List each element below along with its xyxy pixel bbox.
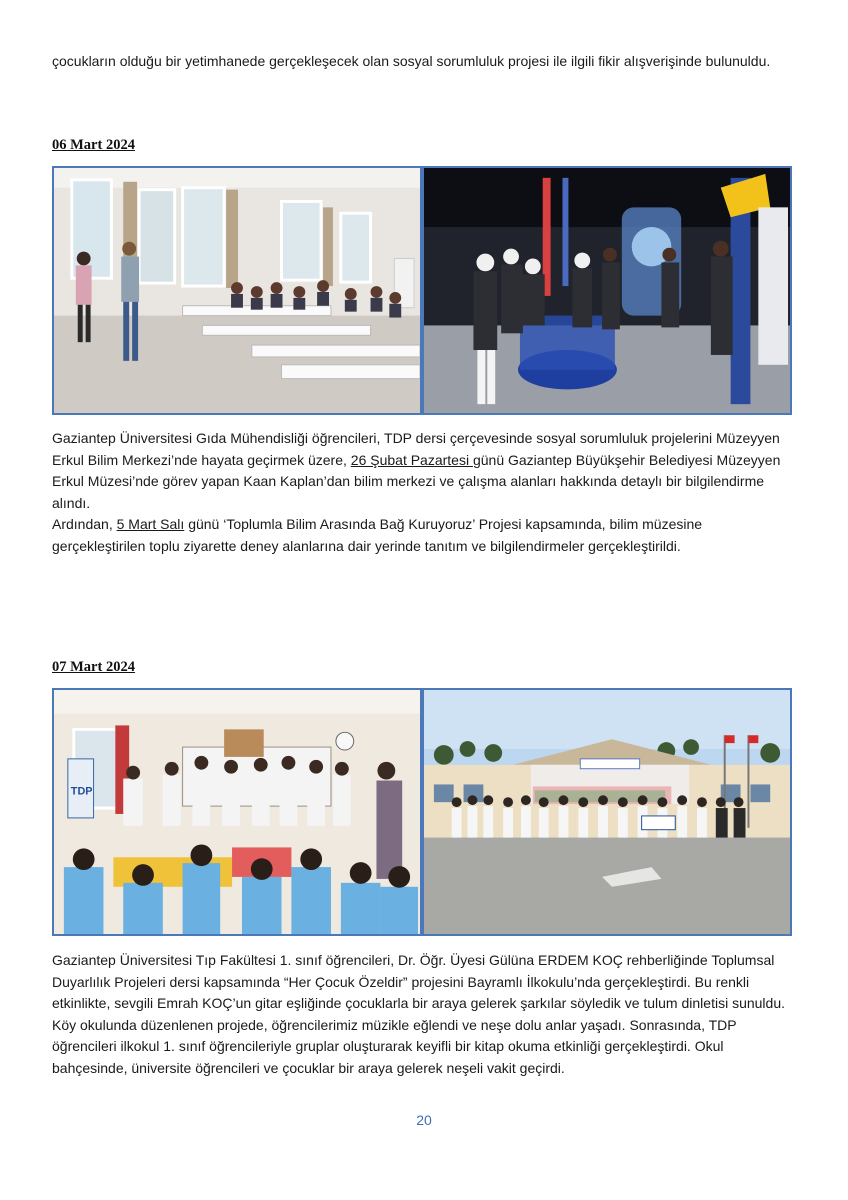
section1-paragraph-1	[52, 428, 792, 514]
tdp-flag-text: TDP	[70, 785, 93, 798]
page-number: 20	[416, 1112, 432, 1128]
date-26-subat: 26 Şubat Pazartesi	[350, 451, 473, 468]
photo-school-yard-group	[422, 688, 792, 936]
photo-primary-school-classroom	[52, 688, 422, 936]
photo-classroom-presentation	[52, 166, 422, 415]
text-span: Gaziantep Üniversitesi Gıda Mühendisliği öğrencileri, TDP dersi çerçevesinde sosyal sorumluluk projelerini Müzeyyen Erkul Bilim Merkezi’nde hayata geçirmek üzere,	[52, 430, 780, 468]
text-span: Ardından,	[52, 516, 117, 532]
intro-paragraph: çocukların olduğu bir yetimhanede gerçekleşecek olan sosyal sorumluluk projesi ile ilgili fikir alışverişinde bulunuldu.	[52, 53, 771, 69]
date-5-mart: 5 Mart Salı	[116, 516, 185, 532]
section1-paragraph-2	[52, 514, 792, 557]
text-span: günü ‘Toplumla Bilim Arasında Bağ Kuruyoruz’ Projesi kapsamında, bilim müzesine gerçekleştirilen toplu ziyarette deney alanlarına dair yerinde tanıtım ve bilgilendirmeler gerçekleştirildi.	[52, 516, 703, 554]
section2-paragraph-1: Gaziantep Üniversitesi Tıp Fakültesi 1. sınıf öğrencileri, Dr. Öğr. Üyesi Gülüna ERDEM KOÇ rehberliğinde Toplumsal Duyarlılık Projeleri dersi kapsamında “Her Çocuk Özeldir” projesini Bayramlı İlkokulu’nda gerçekleştirdi. Bu renkli etkinlikte, sevgili Emrah KOÇ’un gitar eşliğinde çocuklarla bir araya gelerek şarkılar söyledik ve tulum dinletisi sunuldu.	[52, 952, 785, 1011]
section1-description	[52, 428, 792, 557]
section2-paragraph-2: Köy okulunda düzenlenen projede, öğrencilerimiz müzikle eğlendi ve neşe dolu anlar yaşadı. Sonrasında, TDP öğrencileri ilkokul 1. sınıf öğrencileriyle gruplar oluşturarak keyifli bir kitap okuma etkinliği gerçekleştirdi. Okul bahçesinde, üniversite öğrencileri ve çocuklar bir araya gelerek neşeli vakit geçirdi.	[52, 1016, 737, 1076]
photo-science-museum-visit	[422, 166, 792, 415]
text-span: günü Gaziantep Büyükşehir Belediyesi Müzeyyen Erkul Müzesi’nde görev yapan Kaan Kaplan’dan bilim merkezi ve çalışma alanları hakkında detaylı bir bilgilendirme alındı.	[52, 451, 781, 511]
section2-description	[52, 950, 792, 1079]
section-date-heading: 07 Mart 2024	[52, 659, 135, 675]
section-date-heading: 06 Mart 2024	[52, 137, 135, 153]
